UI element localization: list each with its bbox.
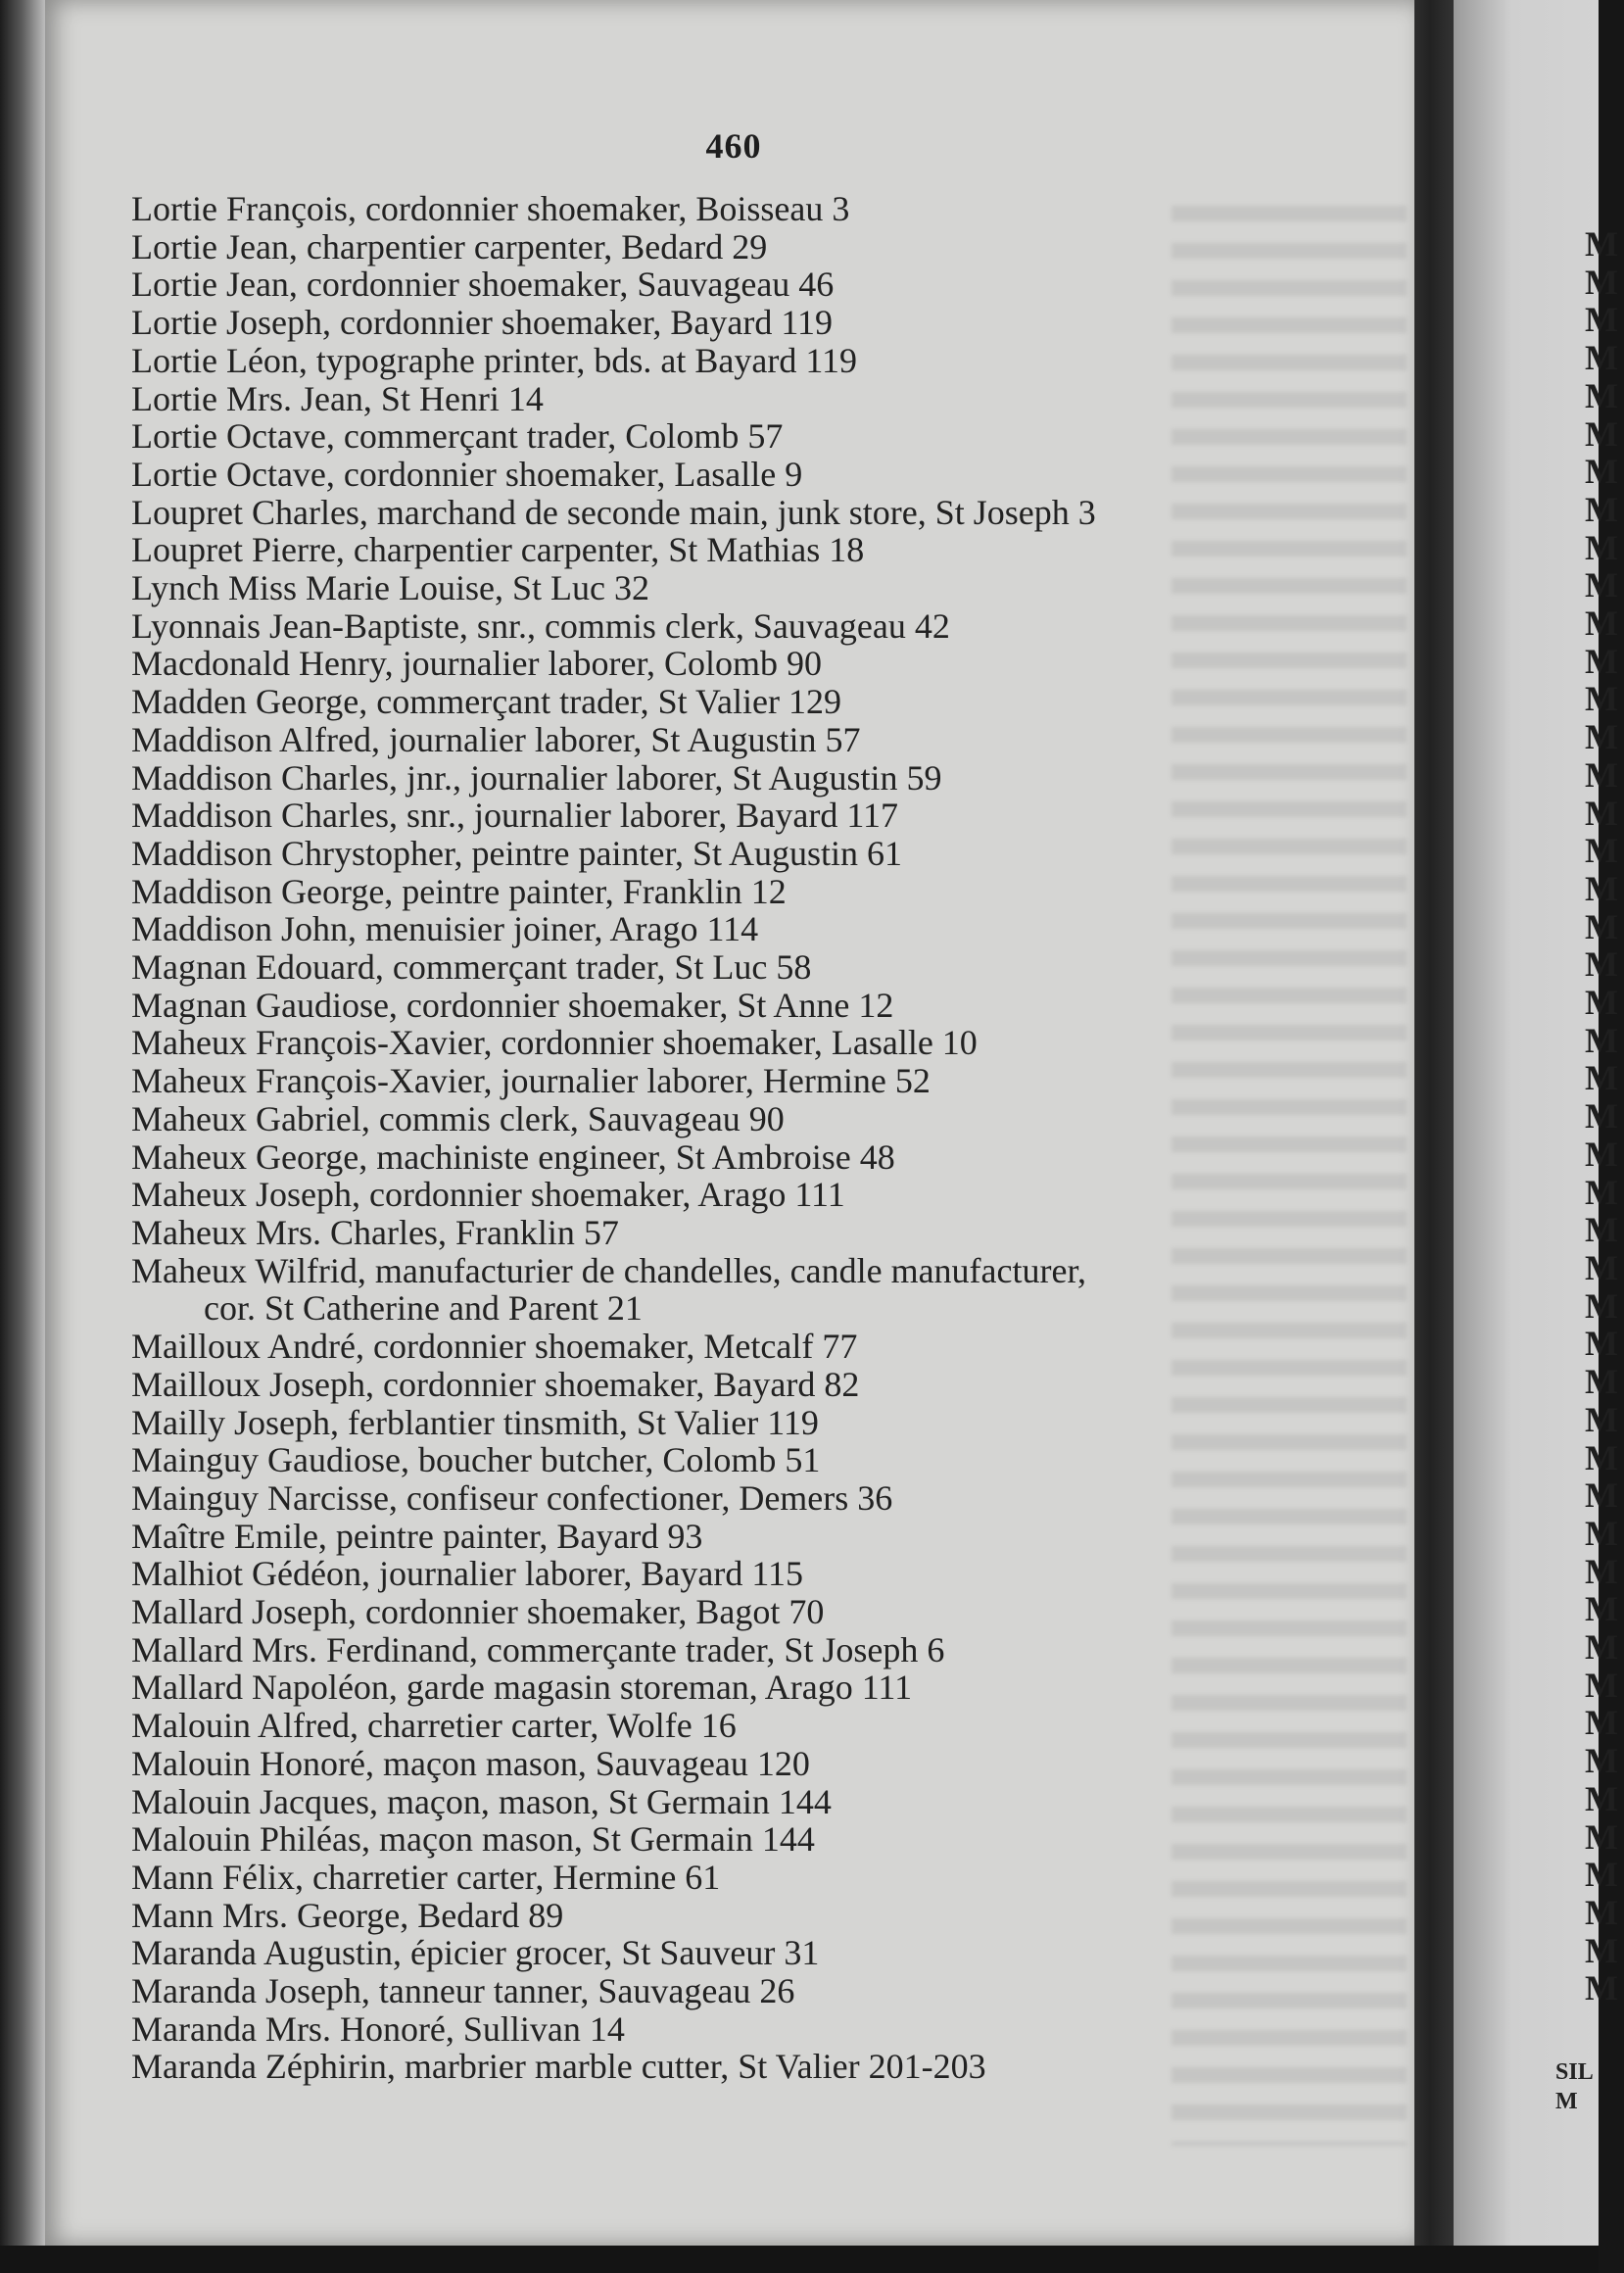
right-page-letter: M — [1585, 338, 1618, 378]
directory-entry: Maranda Augustin, épicier grocer, St Sauveur 31 — [131, 1933, 820, 1973]
right-page-letter: M — [1585, 452, 1618, 492]
directory-entry: Lortie Joseph, cordonnier shoemaker, Bayard 119 — [131, 303, 834, 343]
right-page-letter: M — [1585, 604, 1618, 644]
right-page-letter: M — [1585, 983, 1618, 1023]
right-page-letter: M — [1585, 1703, 1618, 1743]
directory-entry: Mailloux Joseph, cordonnier shoemaker, Bayard 82 — [131, 1364, 860, 1404]
right-page-letter: M — [1585, 641, 1618, 681]
right-page-letter: M — [1585, 1475, 1618, 1516]
right-page-letter: M — [1585, 1285, 1618, 1326]
right-page-footer-line: SIL — [1555, 2059, 1594, 2085]
directory-entry: Mailly Joseph, ferblantier tinsmith, St Valier 119 — [131, 1402, 819, 1442]
right-page-letter: M — [1585, 413, 1618, 454]
page-number: 460 — [705, 126, 762, 166]
right-page-letter: M — [1585, 1324, 1618, 1364]
right-page-letter: M — [1585, 300, 1618, 340]
right-page-letter: M — [1585, 1020, 1618, 1060]
right-page-letter: M — [1585, 262, 1618, 302]
directory-entry: Lynch Miss Marie Louise, St Luc 32 — [131, 568, 649, 608]
directory-entry: Lortie Jean, cordonnier shoemaker, Sauvageau 46 — [131, 265, 835, 305]
right-page-letter: M — [1585, 1589, 1618, 1629]
right-page-letter: M — [1585, 1399, 1618, 1439]
right-page-letter: M — [1585, 375, 1618, 415]
right-page-letter: M — [1585, 565, 1618, 605]
right-page-letter: M — [1585, 1247, 1618, 1287]
right-page-letter: M — [1585, 754, 1618, 795]
right-page-letter: M — [1585, 1855, 1618, 1895]
directory-entry: Maranda Zéphirin, marbrier marble cutter, St Valier 201-203 — [131, 2047, 986, 2087]
directory-entry: Loupret Pierre, charpentier carpenter, St Mathias 18 — [131, 530, 865, 570]
right-page-letter: M — [1585, 1058, 1618, 1098]
directory-entry: Maheux François-Xavier, journalier laborer, Hermine 52 — [131, 1061, 931, 1101]
right-page-footer — [1555, 2057, 1594, 2116]
right-page-letter: M — [1585, 1892, 1618, 1932]
right-page-letter: M — [1585, 1134, 1618, 1174]
right-page-letter: M — [1585, 1665, 1618, 1705]
directory-entry: Macdonald Henry, journalier laborer, Colomb 90 — [131, 644, 823, 684]
directory-entry: Mallard Mrs. Ferdinand, commerçante trader, St Joseph 6 — [131, 1629, 945, 1669]
directory-entry: Maddison Charles, jnr., journalier laborer, St Augustin 59 — [131, 757, 942, 798]
right-page-letter: M — [1585, 679, 1618, 719]
right-page-letter: M — [1585, 831, 1618, 871]
directory-entry: Mann Félix, charretier carter, Hermine 61 — [131, 1857, 721, 1897]
directory-entry: Magnan Edouard, commerçant trader, St Luc 58 — [131, 947, 812, 988]
right-page-letter: M — [1585, 1437, 1618, 1477]
directory-entry: Mallard Napoléon, garde magasin storeman, Arago 111 — [131, 1668, 913, 1708]
directory-entry: Mainguy Narcisse, confiseur confectioner, Demers 36 — [131, 1477, 893, 1518]
directory-entry: Mainguy Gaudiose, boucher butcher, Colomb 51 — [131, 1440, 821, 1480]
right-page-letter: M — [1585, 1172, 1618, 1212]
directory-listing — [131, 190, 1356, 2086]
right-page-letter: M — [1585, 717, 1618, 757]
right-page-footer-line: M — [1555, 2089, 1578, 2114]
directory-entry: Malhiot Gédéon, journalier laborer, Bayard 115 — [131, 1554, 804, 1594]
directory-entry: Maddison Chrystopher, peintre painter, St Augustin 61 — [131, 833, 903, 873]
directory-entry: Loupret Charles, marchand de seconde main, junk store, St Joseph 3 — [131, 492, 1096, 532]
directory-entry: Lyonnais Jean-Baptiste, snr., commis clerk, Sauvageau 42 — [131, 605, 950, 646]
directory-entry: Lortie Mrs. Jean, St Henri 14 — [131, 378, 544, 418]
directory-entry: Lortie Léon, typographe printer, bds. at Bayard 119 — [131, 340, 858, 380]
right-page-letter: M — [1585, 527, 1618, 567]
directory-entry: Lortie Jean, charpentier carpenter, Bedard 29 — [131, 226, 768, 266]
right-page-letter: M — [1585, 1096, 1618, 1136]
right-page-letter: M — [1585, 489, 1618, 529]
directory-entry: Lortie Octave, commerçant trader, Colomb 57 — [131, 416, 784, 457]
directory-entry: Maheux François-Xavier, cordonnier shoemaker, Lasalle 10 — [131, 1023, 978, 1063]
directory-entry: Maddison George, peintre painter, Franklin 12 — [131, 871, 787, 911]
right-page-letter: M — [1585, 1210, 1618, 1250]
directory-entry: Maheux Wilfrid, manufacturier de chandelles, candle manufacturer, — [131, 1250, 1087, 1290]
directory-entry: Magnan Gaudiose, cordonnier shoemaker, St Anne 12 — [131, 985, 894, 1025]
right-page-letter: M — [1585, 1627, 1618, 1668]
right-page-edge — [1454, 0, 1599, 2246]
right-page-letter: M — [1585, 1968, 1618, 2008]
directory-entry: Maheux Joseph, cordonnier shoemaker, Arago 111 — [131, 1175, 845, 1215]
right-page-letter: M — [1585, 1816, 1618, 1857]
directory-entry: Maddison John, menuisier joiner, Arago 114 — [131, 909, 759, 949]
right-page-letter: M — [1585, 868, 1618, 908]
right-page-letter: M — [1585, 1741, 1618, 1781]
directory-entry: Maranda Mrs. Honoré, Sullivan 14 — [131, 2008, 625, 2049]
directory-entry: Maddison Charles, snr., journalier laborer, Bayard 117 — [131, 796, 899, 836]
directory-entry: Lortie Octave, cordonnier shoemaker, Lasalle 9 — [131, 454, 803, 494]
right-page-letter: M — [1585, 1930, 1618, 1970]
directory-entry: Mann Mrs. George, Bedard 89 — [131, 1895, 564, 1935]
right-page-letters — [1585, 225, 1624, 2007]
directory-entry: Maheux Gabriel, commis clerk, Sauvageau 90 — [131, 1098, 785, 1138]
directory-entry: Maddison Alfred, journalier laborer, St Augustin 57 — [131, 719, 861, 759]
right-page-letter: M — [1585, 1362, 1618, 1402]
directory-entry: Malouin Alfred, charretier carter, Wolfe 16 — [131, 1706, 737, 1746]
directory-entry: Mailloux André, cordonnier shoemaker, Metcalf 77 — [131, 1327, 858, 1367]
directory-entry: Madden George, commerçant trader, St Valier 129 — [131, 682, 841, 722]
directory-entry: Lortie François, cordonnier shoemaker, Boisseau 3 — [131, 189, 850, 228]
right-page-letter: M — [1585, 906, 1618, 946]
book-gutter — [1414, 0, 1454, 2273]
right-page-letter: M — [1585, 224, 1618, 264]
directory-entry: Malouin Jacques, maçon, mason, St Germain 144 — [131, 1781, 832, 1821]
right-page-letter: M — [1585, 1513, 1618, 1553]
directory-entry: Maître Emile, peintre painter, Bayard 93 — [131, 1516, 703, 1556]
directory-entry: Maranda Joseph, tanneur tanner, Sauvageau 26 — [131, 1971, 795, 2011]
directory-entry: cor. St Catherine and Parent 21 — [204, 1288, 643, 1329]
right-page-letter: M — [1585, 1778, 1618, 1818]
directory-entry: Maheux Mrs. Charles, Franklin 57 — [131, 1212, 619, 1252]
right-page-letter: M — [1585, 1551, 1618, 1591]
directory-entry: Mallard Joseph, cordonnier shoemaker, Bagot 70 — [131, 1592, 825, 1632]
bottom-shadow — [0, 2246, 1599, 2273]
directory-entry: Maheux George, machiniste engineer, St Ambroise 48 — [131, 1136, 895, 1177]
directory-entry: Malouin Honoré, maçon mason, Sauvageau 120 — [131, 1743, 810, 1783]
right-page-letter: M — [1585, 944, 1618, 985]
directory-entry: Malouin Philéas, maçon mason, St Germain 144 — [131, 1819, 815, 1860]
right-page-letter: M — [1585, 793, 1618, 833]
